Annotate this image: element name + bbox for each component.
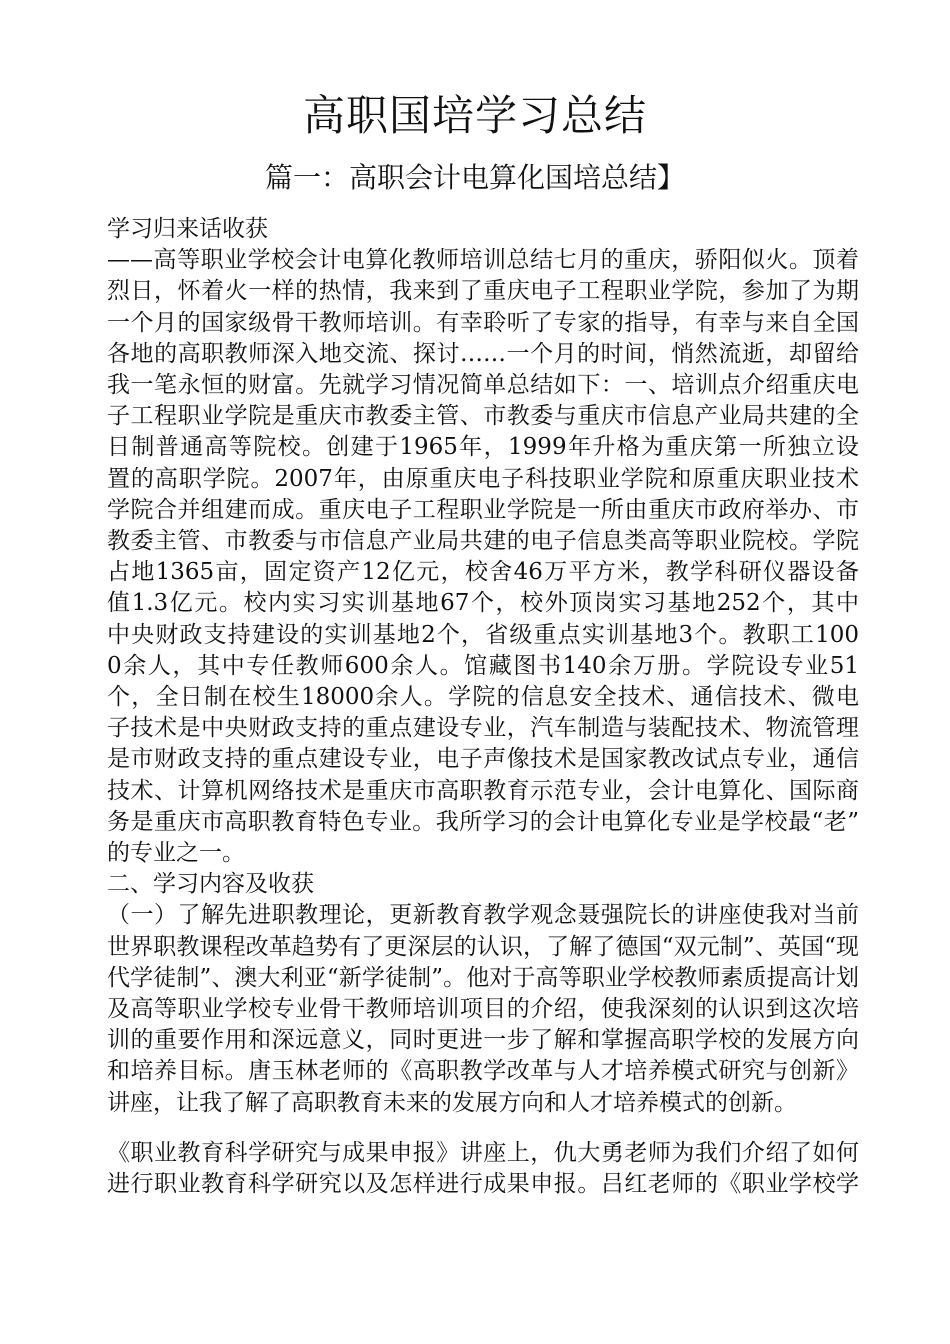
body-line: 训的重要作用和深远意义，同时更进一步了解和掌握高职学校的发展方向 (107, 1027, 859, 1054)
body-line: 技术、计算机网络技术是重庆市高职教育示范专业，会计电算化、国际商 (107, 777, 859, 804)
body-line: 和培养目标。唐玉林老师的《高职教学改革与人才培养模式研究与创新》 (107, 1058, 859, 1085)
body-line: 占地1365亩，固定资产12亿元，校舍46万平方米，教学科研仪器设备 (107, 559, 859, 586)
body-line: 我一笔永恒的财富。先就学习情况简单总结如下：一、培训点介绍重庆电 (107, 372, 859, 399)
body-line: 教委主管、市教委与市信息产业局共建的电子信息类高等职业院校。学院 (107, 528, 859, 555)
document-body (107, 214, 859, 1200)
body-line: 烈日，怀着火一样的热情，我来到了重庆电子工程职业学院，参加了为期 (107, 278, 859, 305)
body-line: 学习归来话收获 (107, 216, 268, 242)
document-subtitle: 篇一：高职会计电算化国培总结】 (264, 161, 685, 194)
body-line: 务是重庆市高职教育特色专业。我所学习的会计电算化专业是学校最“老” (107, 808, 859, 835)
body-line: 个，全日制在校生18000余人。学院的信息安全技术、通信技术、微电 (107, 684, 859, 711)
body-line: （一）了解先进职教理论，更新教育教学观念聂强院长的讲座使我对当前 (107, 902, 859, 929)
body-line: 的专业之一。 (107, 840, 245, 867)
body-line: ——高等职业学校会计电算化教师培训总结七月的重庆，骄阳似火。顶着 (107, 247, 859, 274)
body-line: 中央财政支持建设的实训基地2个，省级重点实训基地3个。教职工100 (107, 621, 859, 648)
section-heading: 二、学习内容及收获 (107, 871, 314, 898)
body-line: 各地的高职教师深入地交流、探讨……一个月的时间，悄然流逝，却留给 (107, 340, 859, 367)
body-line: 0余人，其中专任教师600余人。馆藏图书140余万册。学院设专业51 (107, 652, 859, 679)
body-line: 代学徒制”、澳大利亚“新学徒制”。他对于高等职业学校教师素质提高计划 (107, 964, 859, 991)
body-line: 一个月的国家级骨干教师培训。有幸聆听了专家的指导，有幸与来自全国 (107, 309, 859, 336)
body-line: 世界职教课程改革趋势有了更深层的认识，了解了德国“双元制”、英国“现 (107, 933, 859, 960)
body-line: 是市财政支持的重点建设专业，电子声像技术是国家教改试点专业，通信 (107, 746, 859, 773)
body-line: 置的高职学院。2007年，由原重庆电子科技职业学院和原重庆职业技术 (107, 465, 859, 492)
body-line: 子工程职业学院是重庆市教委主管、市教委与重庆市信息产业局共建的全 (107, 403, 859, 430)
body-line: 学院合并组建而成。重庆电子工程职业学院是一所由重庆市政府举办、市 (107, 496, 859, 523)
document-title: 高职国培学习总结 (302, 91, 647, 140)
body-line: 及高等职业学校专业骨干教师培训项目的介绍，使我深刻的认识到这次培 (107, 996, 859, 1023)
body-line: 进行职业教育科学研究以及怎样进行成果申报。吕红老师的《职业学校学 (107, 1171, 859, 1198)
paragraph-gap (107, 1119, 859, 1138)
body-line: 《职业教育科学研究与成果申报》讲座上，仇大勇老师为我们介绍了如何 (107, 1139, 859, 1166)
body-line: 值1.3亿元。校内实习实训基地67个，校外顶岗实习基地252个，其中 (107, 590, 859, 617)
body-line: 日制普通高等院校。创建于1965年，1999年升格为重庆第一所独立设 (107, 434, 859, 461)
body-line: 讲座，让我了解了高职教育未来的发展方向和人才培养模式的创新。 (107, 1089, 797, 1116)
body-line: 子技术是中央财政支持的重点建设专业，汽车制造与装配技术、物流管理 (107, 715, 859, 742)
